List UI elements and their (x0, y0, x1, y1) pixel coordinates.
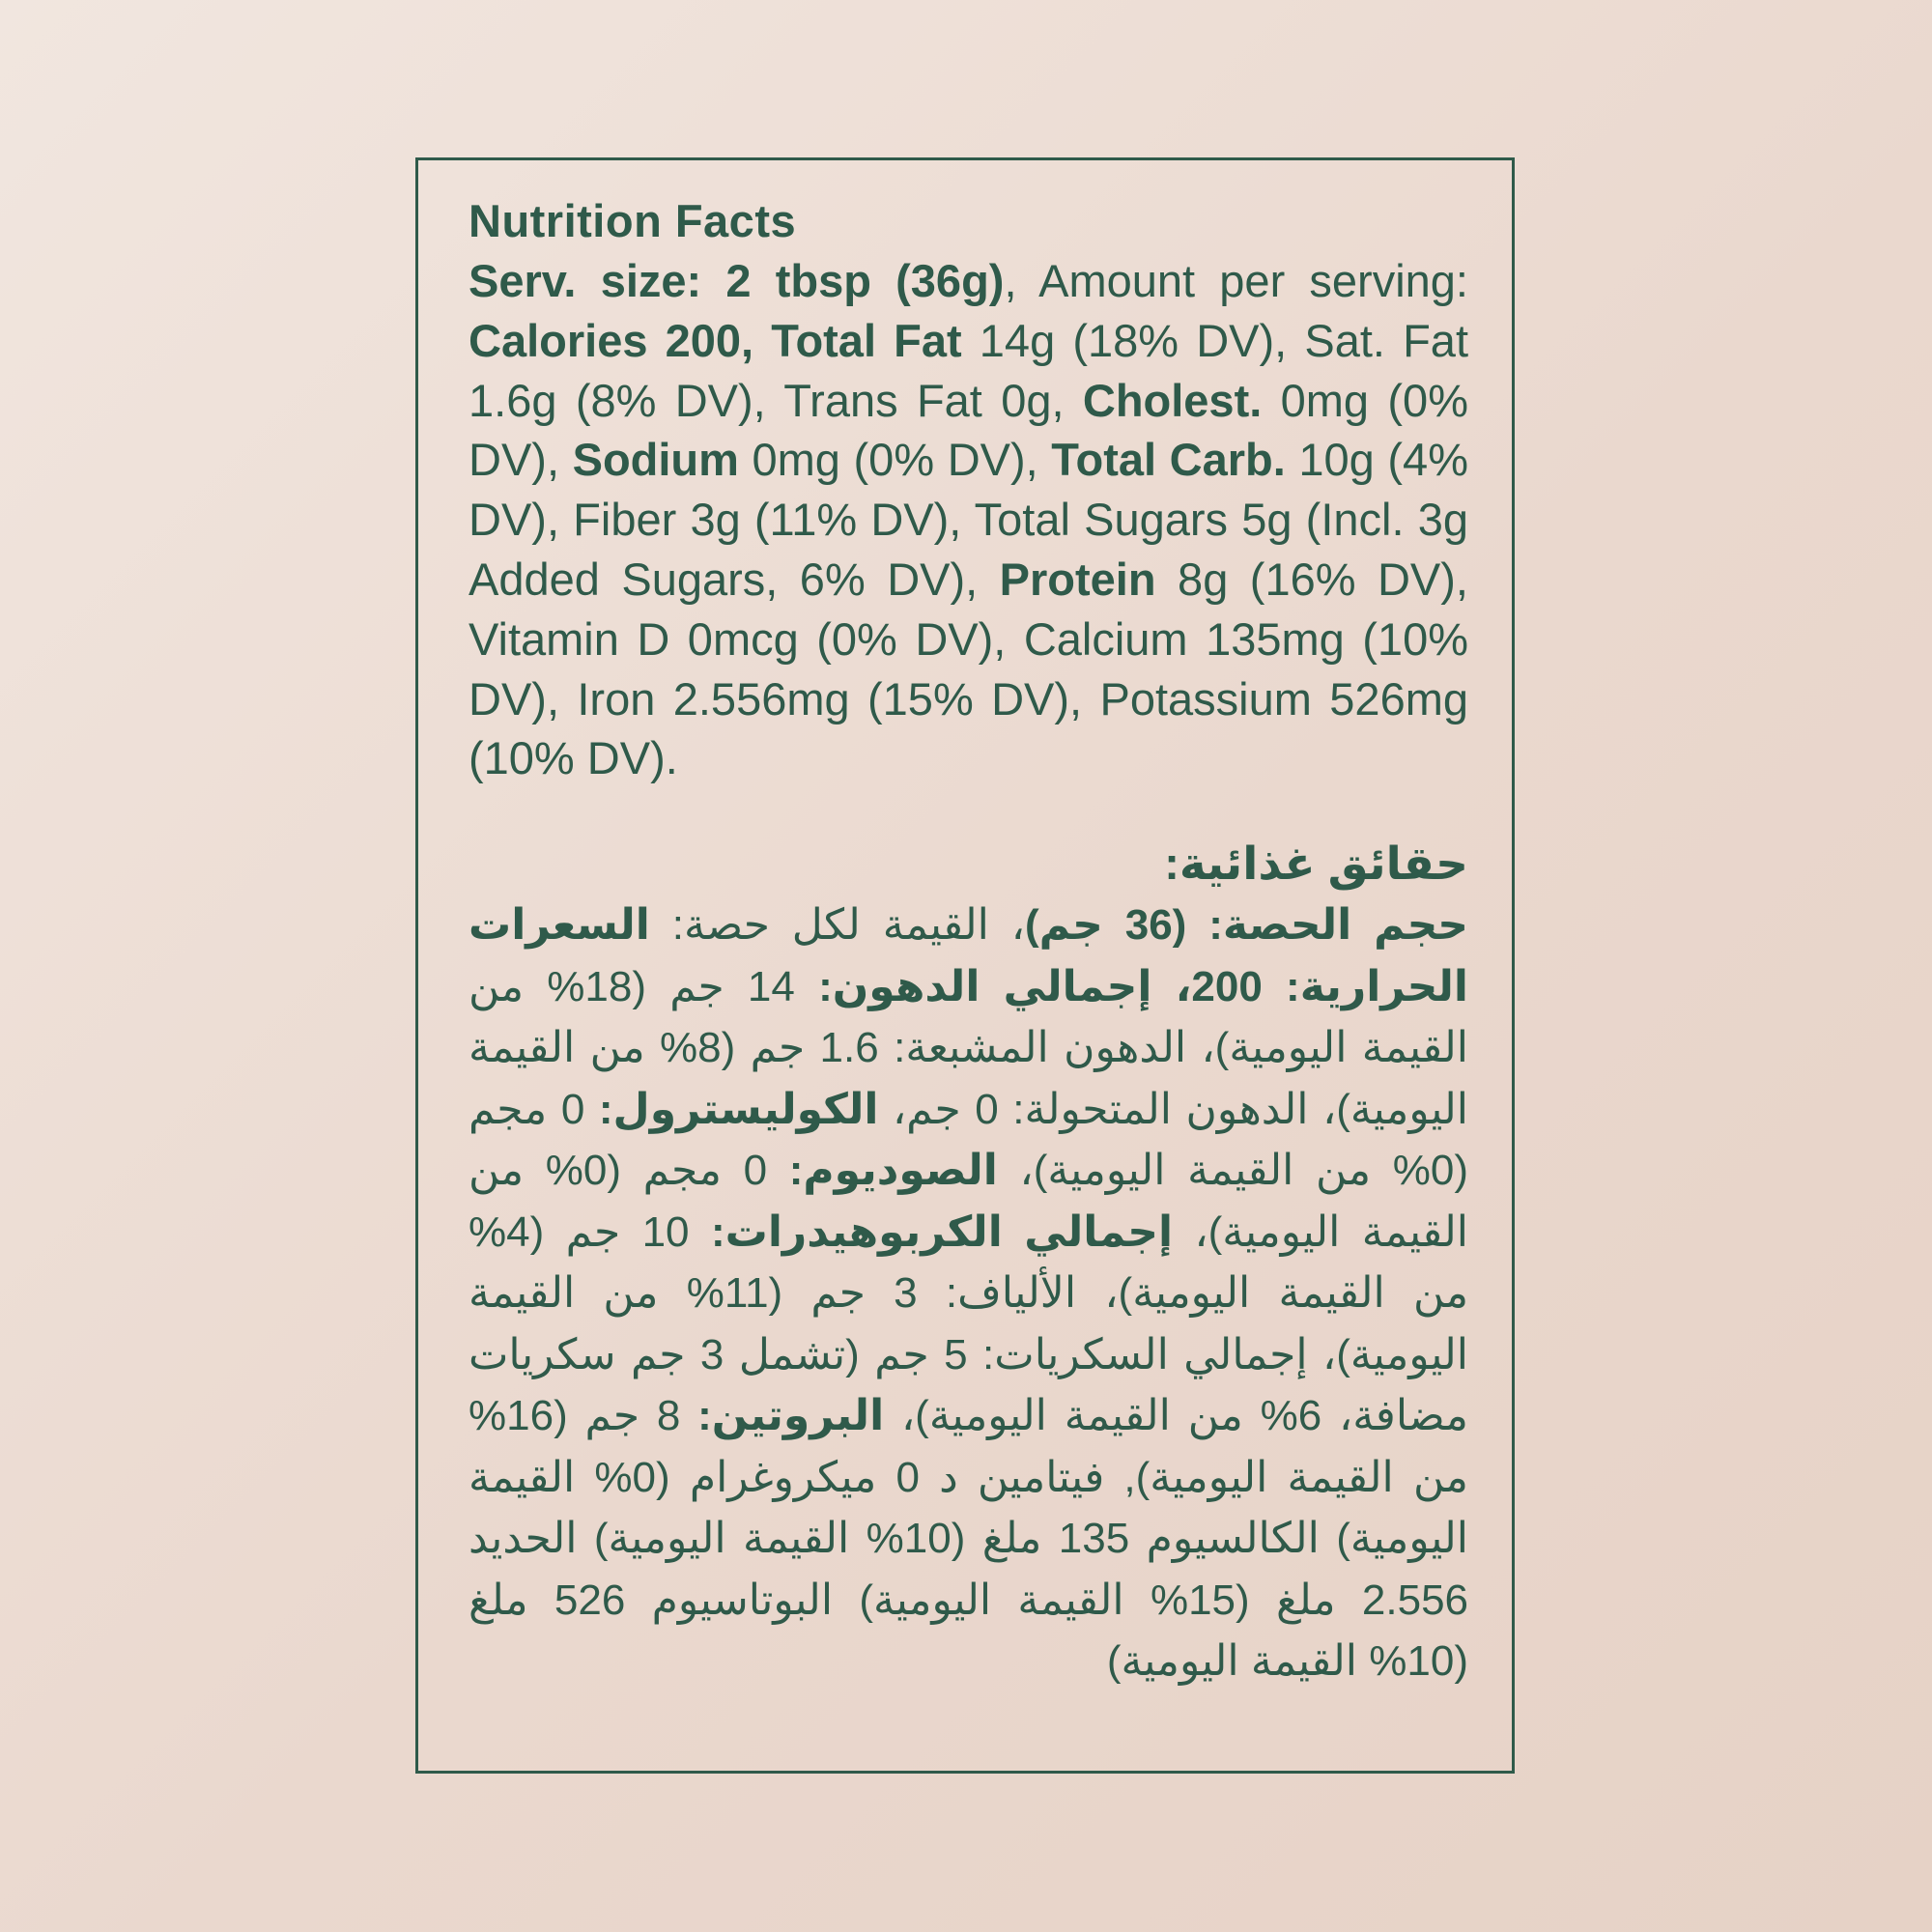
english-text-2: 14g (18% DV), Sat. Fat 1.6g (8% DV), Trans Fat 0g, (469, 314, 1468, 426)
english-text-6: 8g (16% DV), Vitamin D 0mcg (0% DV), Calcium 135mg (10% DV), Iron 2.556mg (15% DV), Potassium 526mg (10% DV). (469, 553, 1468, 784)
arabic-nutrition-text (469, 895, 1468, 1692)
arabic-text-5: 10 جم (4% من القيمة اليومية)، الألياف: 3 جم (11% من القيمة اليومية)، إجمالي السكريات: 5 جم (تشمل 3 جم سكريات مضافة، 6% من القيمة اليومية)، (469, 1208, 1469, 1439)
arabic-text-6: 8 جم (16% من القيمة اليومية), فيتامين د 0 ميكروغرام (0% القيمة اليومية) الكالسيوم 135 ملغ (10% القيمة اليومية) الحديد 2.556 ملغ (15% القيمة اليومية) البوتاسيوم 526 ملغ (10% القيمة اليومية) (469, 1392, 1469, 1685)
carb-label: Total Carb. (1051, 434, 1286, 486)
arabic-text-1: ، القيمة لكل حصة: (649, 901, 1025, 949)
sodium-label: Sodium (572, 434, 739, 486)
arabic-text-3: 0 مجم (0% من القيمة اليومية)، (469, 1085, 1468, 1194)
arabic-text-2: 14 جم (18% من القيمة اليومية)، الدهون المشبعة: 1.6 جم (8% من القيمة اليومية)، الدهون المتحولة: 0 جم، (469, 962, 1468, 1133)
serving-size-label: Serv. size: 2 tbsp (36g) (469, 255, 1005, 306)
english-text-4: 0mg (0% DV), (738, 434, 1052, 486)
arabic-sodium-label: الصوديوم: (788, 1147, 998, 1194)
calories-fat-label: Calories 200, Total Fat (469, 314, 962, 366)
arabic-serving-size-label: حجم الحصة: (36 جم) (1024, 901, 1468, 949)
english-text-1: , Amount per serving: (1004, 255, 1468, 306)
cholesterol-label: Cholest. (1082, 374, 1263, 426)
arabic-carb-label: إجمالي الكربوهيدرات: (710, 1208, 1174, 1256)
english-nutrition-text (469, 251, 1468, 788)
english-text-3: 0mg (0% DV), (469, 374, 1468, 486)
arabic-text-4: 0 مجم (0% من القيمة اليومية)، (469, 1147, 1468, 1256)
arabic-title: حقائق غذائية: (1164, 838, 1468, 889)
arabic-cholesterol-label: الكوليسترول: (598, 1085, 879, 1133)
english-nutrition-section (469, 191, 1468, 788)
english-title: Nutrition Facts (469, 195, 797, 246)
arabic-nutrition-section (469, 833, 1468, 1692)
nutrition-label-panel (415, 157, 1515, 1774)
arabic-protein-label: البروتين: (697, 1392, 885, 1439)
protein-label: Protein (999, 553, 1156, 605)
english-text-5: 10g (4% DV), Fiber 3g (11% DV), Total Sugars 5g (Incl. 3g Added Sugars, 6% DV), (469, 434, 1468, 605)
arabic-calories-fat-label: السعرات الحرارية: 200، إجمالي الدهون: (469, 901, 1468, 1010)
